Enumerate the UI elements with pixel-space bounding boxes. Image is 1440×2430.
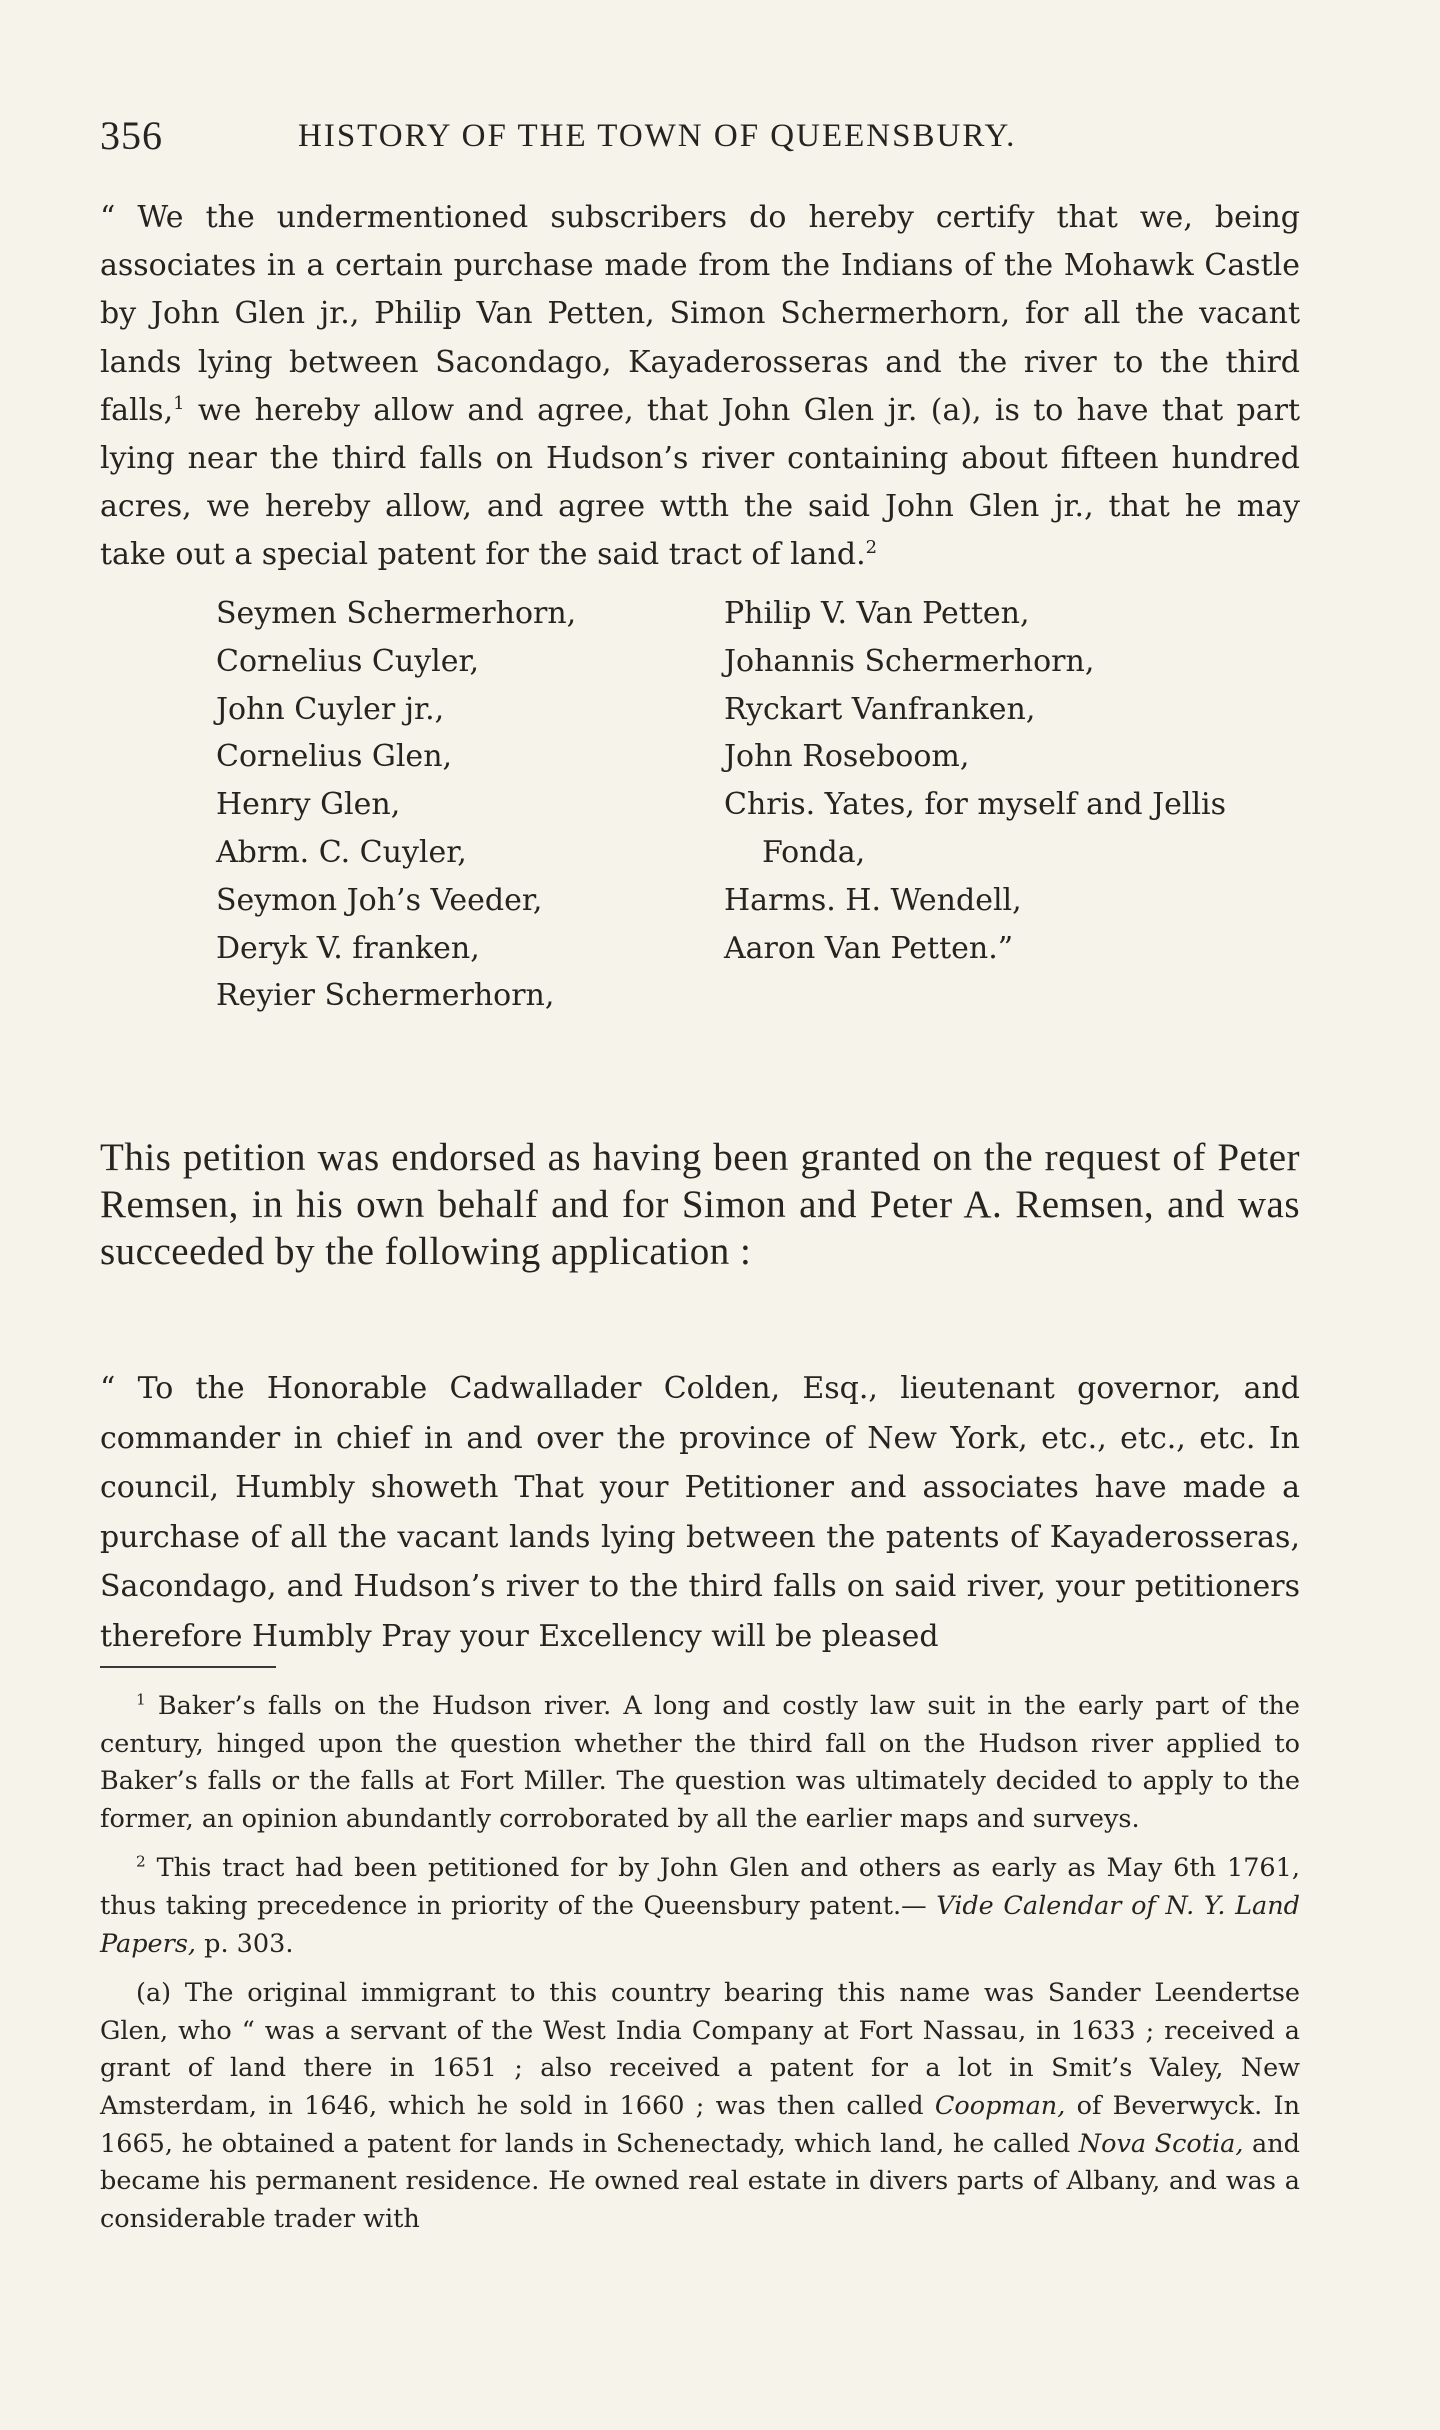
footnote-text-mid: of Beverwyck. In 1665, he obtained a patent for lands in Schenectady, which land, he called — [100, 2090, 1300, 2159]
signatory: Aaron Van Petten.” — [724, 930, 1014, 966]
footnote-text-end: p. 303. — [196, 1928, 294, 1959]
footnote-italic-coopman: Coopman, — [934, 2090, 1066, 2121]
running-head: HISTORY OF THE TOWN OF QUEENSBURY. — [298, 118, 1017, 154]
footnote-marker: (a) — [136, 1978, 172, 2009]
signatory-continuation: Fonda, — [762, 834, 866, 870]
signatories-left-column — [216, 590, 696, 1020]
page-number: 356 — [100, 113, 163, 158]
signatory: Henry Glen, — [216, 787, 401, 823]
footnote-italic-nova-scotia: Nova Scotia, — [1078, 2128, 1244, 2159]
footnote-marker: 1 — [136, 1690, 146, 1709]
signatory: Chris. Yates, for myself and Jellis — [724, 787, 1227, 823]
footnote-2 — [100, 1850, 1300, 1963]
signatory: John Roseboom, — [724, 739, 970, 775]
signatories-list — [216, 590, 1306, 1070]
signatory: Johannis Schermerhorn, — [724, 643, 1095, 679]
signatory: Reyier Schermerhorn, — [216, 978, 555, 1014]
certificate-quote — [100, 194, 1300, 580]
footnotes — [100, 1688, 1300, 2238]
signatory: Abrm. C. Cuyler, — [216, 834, 467, 870]
signatory: Harms. H. Wendell, — [724, 882, 1022, 918]
footnote-text: This tract had been petitioned for by John Glen and others as early as May 6th 1761, thus taking precedence in priority of the Queensbury patent.— — [100, 1853, 1300, 1921]
signatory: Seymen Schermerhorn, — [216, 596, 577, 631]
signatory: Seymon Joh’s Veeder, — [216, 882, 543, 918]
signatory: Deryk V. franken, — [216, 930, 480, 966]
footnote-1 — [100, 1688, 1300, 1838]
footnote-marker: 2 — [136, 1852, 146, 1871]
footnote-text: Baker’s falls on the Hudson river. A long and costly law suit in the early part of the century, hinged upon the question whether the third fall on the Hudson river applied to Baker’s falls or the falls at Fort Miller. The question was ultimately decided to apply to the former, an opinion abundantly corroborated by all the earlier maps and surveys. — [100, 1691, 1300, 1834]
signatory: Ryckart Vanfranken, — [724, 691, 1036, 727]
narrative-paragraph: This petition was endorsed as having been granted on the request of Peter Remsen, in his own behalf and for Simon and Peter A. Remsen, and was succeeded by the following application : — [100, 1136, 1300, 1273]
quote-text-continued: we hereby allow and agree, that John Glen jr. (a), is to have that part lying near the third falls on Hudson’s river containing about fifteen hundred acres, we hereby allow, and agree wtth the said John Glen jr., that he may take out a special patent for the said tract of land. — [100, 392, 1300, 573]
signatory: Philip V. Van Petten, — [724, 596, 1030, 631]
footnote-divider — [100, 1666, 276, 1668]
signatories-right-column — [724, 590, 1324, 972]
footnote-text: The original immigrant to this country bearing this name was Sander Leendertse Glen, who “ was a servant of the West India Company at Fort Nassau, in 1633 ; received a grant of land there in 1651 ; also received a patent for a lot in Smit’s Valey, New Amsterdam, in 1646, which he sold in 1660 ; was then called — [100, 1978, 1300, 2121]
footnote-ref-2: 2 — [865, 537, 878, 559]
page-header — [100, 112, 1300, 162]
footnote-citation: Vide Calendar of N. Y. Land Papers, — [100, 1890, 1300, 1959]
signatory: Cornelius Glen, — [216, 739, 453, 775]
signatory: John Cuyler jr., — [216, 691, 445, 727]
footnote-ref-1: 1 — [173, 392, 185, 414]
footnote-a — [100, 1975, 1300, 2238]
petition-quote: “ To the Honorable Cadwallader Colden, Esq., lieutenant governor, and commander in chief in and over the province of New York, etc., etc., etc. In council, Humbly showeth That your Petitioner and associates have made a purchase of all the vacant lands lying between the patents of Kayaderosseras, Sacondago, and Hudson’s river to the third falls on said river, your petitioners therefore Humbly Pray your Excellency will be pleased — [100, 1371, 1300, 1654]
signatory: Cornelius Cuyler, — [216, 643, 480, 679]
footnote-text-end: and became his permanent residence. He owned real estate in divers parts of Albany, and was a considerable trader with — [100, 2128, 1301, 2234]
quote-text: “ We the undermentioned subscribers do hereby certify that we, being associates in a certain purchase made from the Indians of the Mohawk Castle by John Glen jr., Philip Van Petten, Simon Schermerhorn, for all the vacant lands lying between Sacondago, Kayaderosseras and the river to the third falls, — [100, 200, 1300, 428]
